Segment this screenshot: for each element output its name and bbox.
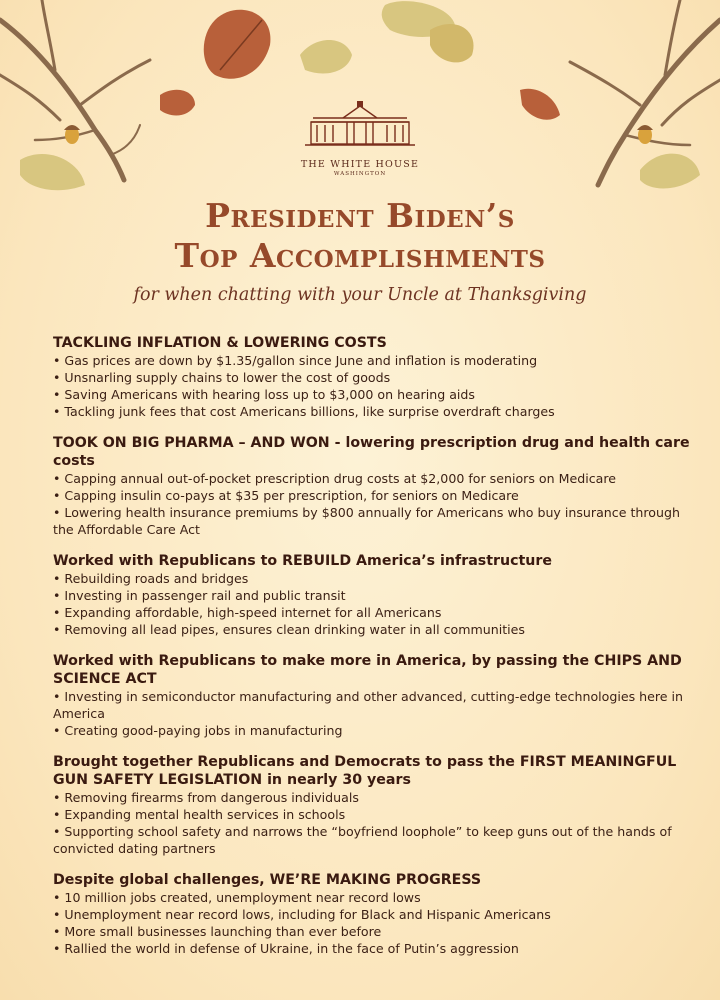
bullet-list <box>53 688 703 739</box>
list-item: • Expanding mental health services in schools <box>53 807 346 822</box>
list-item: • Capping annual out-of-pocket prescription drug costs at $2,000 for seniors on Medicare <box>53 471 616 486</box>
bullet-list <box>53 352 703 420</box>
organization-location: WASHINGTON <box>333 171 387 177</box>
list-item: • More small businesses launching than ever before <box>53 924 382 939</box>
list-item: • Capping insulin co-pays at $35 per prescription, for seniors on Medicare <box>53 488 519 503</box>
section-gun-safety <box>53 753 703 857</box>
section-heading: Despite global challenges, WE’RE MAKING PROGRESS <box>53 872 482 888</box>
section-infrastructure <box>53 552 703 638</box>
oak-leaf-icon <box>430 24 474 62</box>
section-heading: Worked with Republicans to make more in America, by passing the CHIPS AND SCIENCE ACT <box>53 653 682 687</box>
list-item: • Gas prices are down by $1.35/gallon since June and inflation is moderating <box>53 353 538 368</box>
branch-icon <box>0 0 150 180</box>
list-item: • Rebuilding roads and bridges <box>53 571 249 586</box>
list-item: • Creating good-paying jobs in manufacturing <box>53 723 343 738</box>
section-chips-act <box>53 652 703 739</box>
list-item: • Lowering health insurance premiums by $800 annually for Americans who buy insurance through the Affordable Care Act <box>53 505 680 537</box>
branch-icon <box>570 0 720 185</box>
accomplishments-list <box>53 334 703 971</box>
list-item: • Removing all lead pipes, ensures clean drinking water in all communities <box>53 622 525 637</box>
section-inflation <box>53 334 703 420</box>
page-subtitle: for when chatting with your Uncle at Thanksgiving <box>133 285 587 305</box>
section-heading: Brought together Republicans and Democrats to pass the FIRST MEANINGFUL GUN SAFETY LEGISLATION in nearly 30 years <box>53 754 677 788</box>
oak-leaf-icon <box>300 40 352 74</box>
section-heading: TACKLING INFLATION & LOWERING COSTS <box>53 335 387 351</box>
section-progress <box>53 871 703 957</box>
page-title-line-2: Top Accomplishments <box>174 236 546 275</box>
list-item: • Saving Americans with hearing loss up to $3,000 on hearing aids <box>53 387 475 402</box>
list-item: • Expanding affordable, high-speed internet for all Americans <box>53 605 442 620</box>
bullet-list <box>53 470 703 538</box>
list-item: • Unsnarling supply chains to lower the cost of goods <box>53 370 391 385</box>
list-item: • Investing in passenger rail and public transit <box>53 588 346 603</box>
oak-leaf-icon <box>520 89 560 120</box>
section-heading: TOOK ON BIG PHARMA – AND WON - lowering prescription drug and health care costs <box>53 435 690 469</box>
list-item: • Tackling junk fees that cost Americans billions, like surprise overdraft charges <box>53 404 555 419</box>
oak-leaf-icon <box>160 90 195 116</box>
acorn-icon <box>64 125 80 144</box>
section-heading: Worked with Republicans to REBUILD America’s infrastructure <box>53 553 553 569</box>
list-item: • 10 million jobs created, unemployment near record lows <box>53 890 421 905</box>
bullet-list <box>53 789 703 857</box>
bullet-list <box>53 889 703 957</box>
list-item: • Rallied the world in defense of Ukraine, in the face of Putin’s aggression <box>53 941 519 956</box>
bullet-list <box>53 570 703 638</box>
list-item: • Investing in semiconductor manufacturing and other advanced, cutting-edge technologies here in America <box>53 689 684 721</box>
list-item: • Removing firearms from dangerous individuals <box>53 790 359 805</box>
page-title-line-1: President Biden’s <box>205 196 515 235</box>
oak-leaf-icon <box>204 10 271 79</box>
list-item: • Unemployment near record lows, including for Black and Hispanic Americans <box>53 907 551 922</box>
list-item: • Supporting school safety and narrows the “boyfriend loophole” to keep guns out of the hands of convicted dating partners <box>53 824 672 856</box>
section-big-pharma <box>53 434 703 538</box>
white-house-icon <box>303 98 417 148</box>
organization-name: THE WHITE HOUSE <box>300 159 420 170</box>
